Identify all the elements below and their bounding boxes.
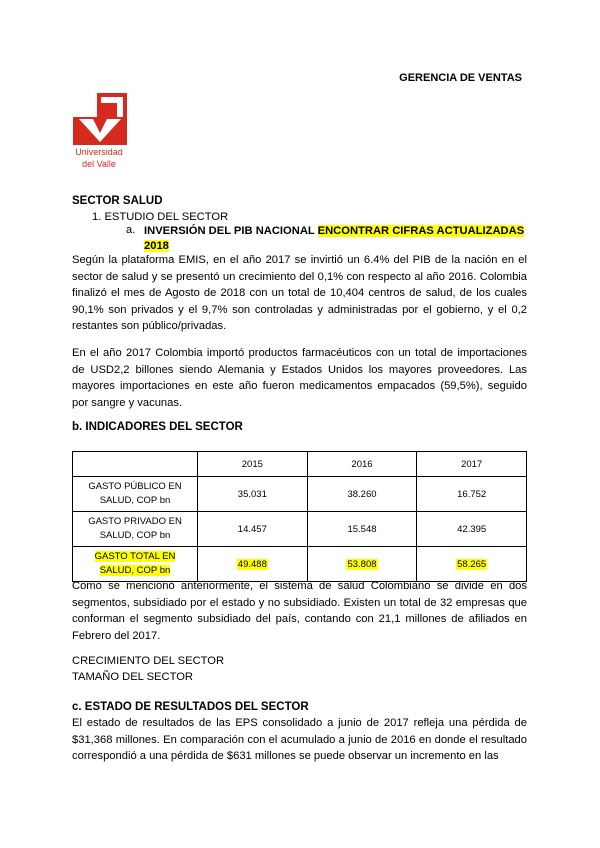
paragraph-pib: Según la plataforma EMIS, en el año 2017 se invirtió un 6.4% del PIB de la nación en el sector de salud y se presentó un crecimiento del 0,1% con respecto al año 2016. Colombia finalizó el mes de Agosto de 2018 con un total de 10,404 centros de salud, de los cuales 90,1% son privados y el 9,7% son controladas y administradas por el gobierno, y el 0,2 restantes son público/privadas. <box>72 254 527 332</box>
growth-heading: CRECIMIENTO DEL SECTOR <box>72 655 225 667</box>
total-value: 53.808 <box>347 558 377 570</box>
page-header-title: GERENCIA DE VENTAS <box>399 72 522 84</box>
list-item-a-text: INVERSIÓN DEL PIB NACIONAL <box>144 225 315 237</box>
table-cell: 35.031 <box>198 477 308 512</box>
table-row <box>73 512 527 547</box>
table-cell-total <box>198 547 308 582</box>
table-cell: 15.548 <box>307 512 417 547</box>
table-cell-total <box>307 547 417 582</box>
indicators-title: b. INDICADORES DEL SECTOR <box>72 421 243 433</box>
paragraph-results: El estado de resultados de las EPS consolidado a junio de 2017 refleja una pérdida de $31,368 millones. En comparación con el acumulado a junio de 2016 en donde el resultado correspondió a una pérdida de $631 millones se puede observar un incremento en las <box>72 717 527 762</box>
row-label: GASTO PRIVADO EN SALUD, COP bn <box>73 512 198 547</box>
table-cell-total <box>417 547 527 582</box>
university-logo <box>73 93 133 169</box>
indicators-table <box>72 451 527 582</box>
total-value: 58.265 <box>457 558 487 570</box>
table-row-total <box>73 547 527 582</box>
table-header-row <box>73 452 527 477</box>
paragraph-imports: En el año 2017 Colombia importó productos farmacéuticos con un total de importaciones de USD2,2 billones siendo Alemania y Estados Unidos los mayores proveedores. Las mayores importaciones en este año fueron medicamentos empacados (59,5%), seguido por sangre y vacunas. <box>72 347 527 409</box>
table-header-year: 2017 <box>417 452 527 477</box>
table-cell: 38.260 <box>307 477 417 512</box>
total-value: 49.488 <box>237 558 267 570</box>
paragraph-segments: Como se mencionó anteriormente, el sistema de salud Colombiano se divide en dos segmentos, subsidiado por el estado y no subsidiado. Existen un total de 32 empresas que conforman el segmento subsidiado del país, contando con 21,1 millones de afiliados en Febrero del 2017. <box>72 580 527 642</box>
table-cell: 14.457 <box>198 512 308 547</box>
table-cell: 42.395 <box>417 512 527 547</box>
row-label-total-text: GASTO TOTAL EN SALUD, COP bn <box>94 551 176 576</box>
list-item-a <box>144 224 528 254</box>
list-item-estudio: 1. ESTUDIO DEL SECTOR <box>92 211 229 223</box>
size-heading: TAMAÑO DEL SECTOR <box>72 671 194 683</box>
logo-text-line1: Universidad <box>75 147 123 157</box>
univalle-logo-icon <box>73 93 127 145</box>
table-header-year: 2016 <box>307 452 417 477</box>
logo-text-line2: del Valle <box>82 159 116 169</box>
row-label-total <box>73 547 198 582</box>
results-title: c. ESTADO DE RESULTADOS DEL SECTOR <box>72 701 309 713</box>
table-cell: 16.752 <box>417 477 527 512</box>
list-item-a-highlight: ENCONTRAR CIFRAS ACTUALIZADAS 2018 <box>144 225 525 252</box>
table-header-empty <box>73 452 198 477</box>
list-item-a-marker: a. <box>126 224 136 236</box>
table-row <box>73 477 527 512</box>
row-label: GASTO PÚBLICO EN SALUD, COP bn <box>73 477 198 512</box>
table-header-year: 2015 <box>198 452 308 477</box>
section-title: SECTOR SALUD <box>72 195 163 207</box>
